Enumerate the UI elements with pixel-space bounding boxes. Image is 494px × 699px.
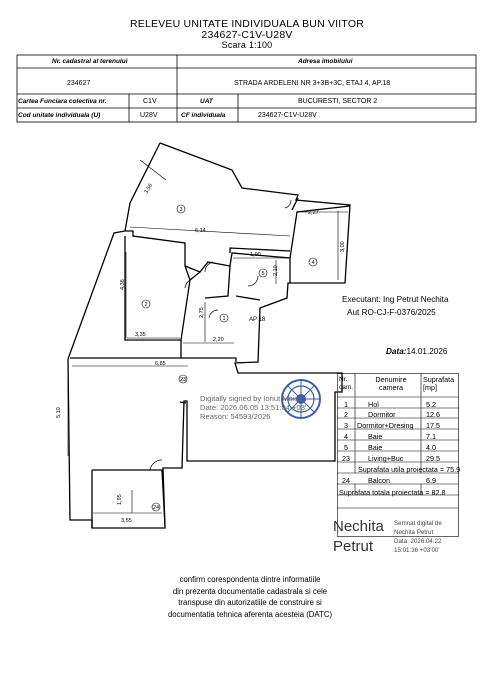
dim-6-14: 6,14 — [195, 228, 206, 234]
legend-row-nr: 1 — [344, 400, 348, 409]
ap-label: AP 18 — [249, 317, 266, 323]
dim-6-85: 6,85 — [155, 361, 166, 367]
legend-row-area: 5.2 — [426, 400, 436, 409]
balcony-nr: 24 — [342, 476, 350, 485]
legend-row-nr: 5 — [344, 443, 348, 452]
executant-name: Executant: Ing Petrut Nechita — [342, 295, 449, 304]
legend-header-name: Denumire camera — [375, 375, 407, 392]
digital-sign-line2: Date: 2026.06.05 13:51:04 +03' — [200, 403, 307, 412]
useful-area: Suprafata utila proiectata = 75.9 — [358, 465, 461, 474]
legend-row-name: Baie — [368, 443, 383, 452]
legend-header-nr: Nr. cam. — [339, 376, 354, 391]
digital-sign-line3: Reason: 54593/2026 — [200, 412, 271, 421]
confirm-line3: transpuse din autorizatiile de construire si — [178, 598, 322, 607]
dim-3-56: 3,56 — [143, 182, 155, 195]
signature-line4: 15:01:36 +03'00' — [394, 547, 440, 554]
confirm-statement — [100, 574, 400, 620]
plan-walls — [68, 143, 350, 528]
dim-3-00: 3,00 — [340, 241, 346, 252]
dim-2-10: 2,10 — [273, 265, 279, 276]
legend-row-nr: 4 — [344, 432, 348, 441]
legend-row-area: 17.5 — [426, 421, 440, 430]
dim-2-75: 2,75 — [199, 307, 205, 318]
dimension-lines — [68, 160, 348, 513]
dim-5-10: 5,10 — [56, 407, 62, 418]
dim-3-55: 3,55 — [121, 518, 132, 524]
address-label: Adresa imobilului — [298, 58, 353, 65]
legend-row-name: Dormitor — [368, 410, 396, 419]
document-title: RELEVEU UNITATE INDIVIDUALA BUN VIITOR — [130, 18, 364, 30]
date-value: 14.01.2026 — [406, 347, 448, 356]
unit-code-value: U28V — [140, 112, 158, 119]
signature-first-name: Nechita — [333, 518, 384, 535]
cf-individual-label: CF individuala — [181, 112, 226, 119]
legend-row-nr: 23 — [342, 454, 350, 463]
signature-line1: Semnat digital de — [394, 520, 442, 527]
executant-authorization: Aut RO-CJ-F-0376/2025 — [347, 308, 436, 317]
room-number-24: 24 — [152, 505, 160, 511]
dim-2-20: 2,20 — [213, 337, 224, 343]
document-code: 234627-C1V-U28V — [201, 29, 293, 41]
legend-header-area: Suprafata [mp] — [423, 375, 455, 392]
legend-row-name: Hol — [368, 400, 379, 409]
unit-code-label: Cod unitate individuala (U) — [18, 112, 101, 119]
signature-line3: Data: 2026.04.22 — [394, 538, 442, 545]
legend-row-name: Dormitor+Dresing — [357, 421, 414, 430]
legend-row-nr: 3 — [344, 421, 348, 430]
date-label: Data: — [386, 347, 407, 356]
uat-label: UAT — [200, 98, 213, 105]
dim-1-95: 1,95 — [117, 494, 123, 505]
legend-row-area: 29.5 — [426, 454, 440, 463]
legend-row-area: 12.6 — [426, 410, 440, 419]
address-value: STRADA ARDELENI NR 3+3B+3C, ETAJ 4, AP.18 — [234, 80, 391, 87]
legend-row-area: 4.0 — [426, 443, 436, 452]
signature-last-name: Petrut — [333, 538, 374, 555]
cf-collective-value: C1V — [143, 98, 157, 105]
dim-1-90: 1,90 — [250, 252, 261, 258]
room-number-1: 1 — [222, 316, 226, 322]
legend-row-nr: 2 — [344, 410, 348, 419]
dim-3-35: 3,35 — [135, 332, 146, 338]
balcony-area: 6.9 — [426, 476, 436, 485]
room-number-4: 4 — [311, 260, 315, 266]
executant-date — [386, 347, 447, 356]
cadastral-label: Nr. cadastral al terenului — [52, 58, 128, 65]
balcony-name: Balcon — [368, 476, 390, 485]
room-number-3: 3 — [179, 207, 183, 213]
confirm-line4: documentatia tehnica aferenta acesteia (DATC) — [167, 609, 333, 619]
uat-value: BUCURESTI, SECTOR 2 — [298, 98, 378, 105]
confirm-line1: confirm corespondenta dintre informatiile — [179, 575, 321, 584]
room-number-5: 5 — [261, 271, 265, 277]
confirm-line2: din prezenta documentatie cadastrala si cele — [172, 586, 328, 596]
legend-row-name: Living+Buc — [368, 454, 404, 463]
cf-collective-label: Cartea Funciara colectiva nr. — [18, 98, 107, 105]
legend-row-name: Baie — [368, 432, 383, 441]
dim-2-27: 2,27 — [308, 210, 319, 216]
room-number-23: 23 — [179, 377, 187, 383]
total-area: Suprafata totala proiectata = 82.8 — [339, 488, 446, 497]
cf-individual-value: 234627-C1V-U28V — [258, 112, 317, 119]
signature-line2: Nechita Petrut — [394, 529, 434, 536]
room-number-2: 2 — [144, 302, 148, 308]
dim-4-36: 4,36 — [120, 279, 126, 290]
cadastral-value: 234627 — [67, 80, 91, 87]
legend-row-area: 7.1 — [426, 432, 436, 441]
digital-sign-line1: Digitally signed by Ionut Moise — [200, 394, 303, 403]
scale-label: Scara 1:100 — [221, 40, 273, 50]
